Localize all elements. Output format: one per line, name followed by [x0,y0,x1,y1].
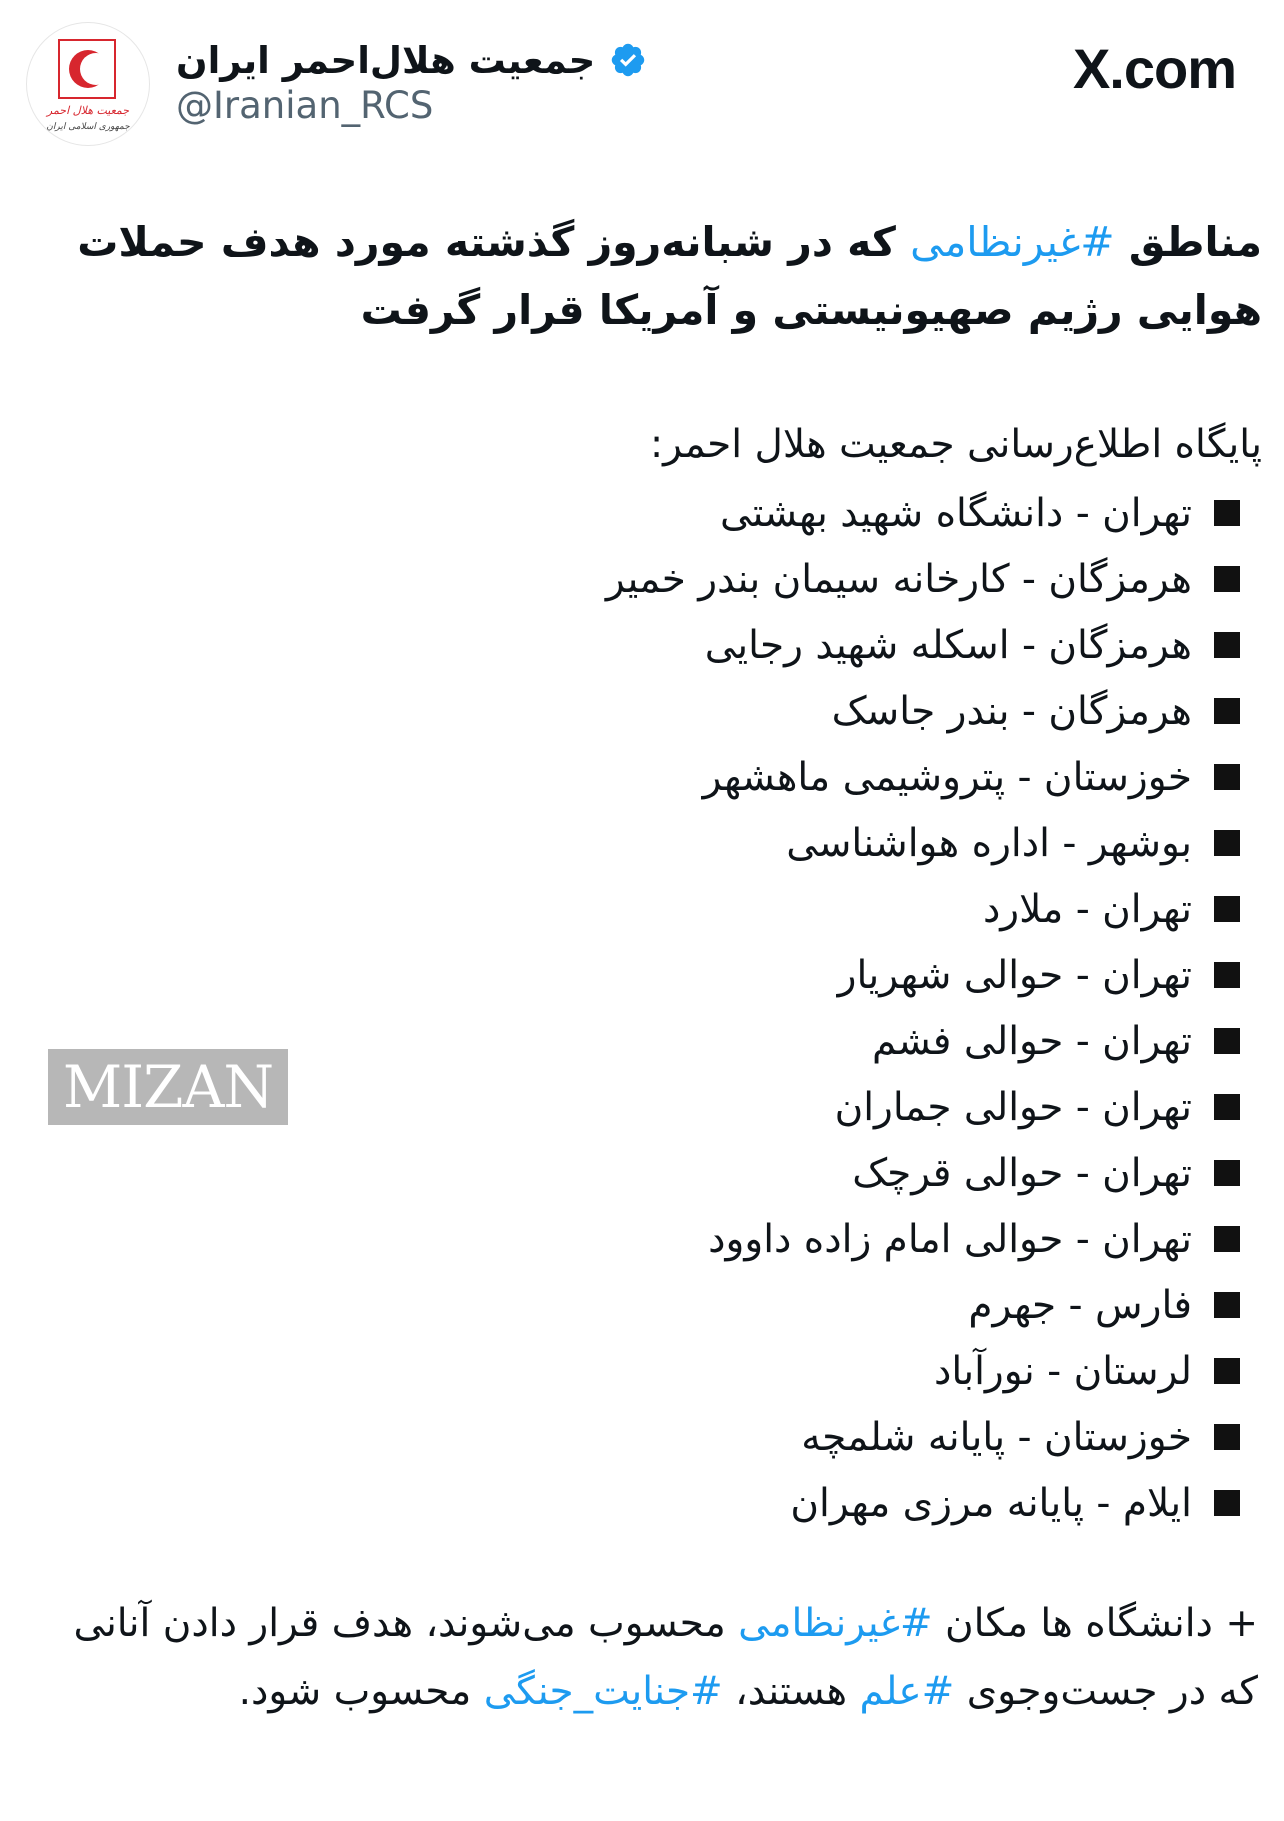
source-line: پایگاه اطلاع‌رسانی جمعیت هلال احمر: [649,422,1262,467]
list-item [606,546,1240,612]
square-bullet-icon [1214,1094,1240,1120]
hashtag-link[interactable]: #غیرنظامی [910,218,1115,266]
crescent-icon [69,50,107,88]
footer-text-1: + دانشگاه ها مکان [932,1601,1258,1646]
square-bullet-icon [1214,1226,1240,1252]
verified-badge-icon [609,41,647,79]
list-item-label: هرمزگان - بندر جاسک [831,688,1192,734]
location-list [606,480,1240,1536]
list-item [606,1074,1240,1140]
square-bullet-icon [1214,500,1240,526]
site-logo [1073,36,1236,101]
footer-text-3: هستند، [722,1669,860,1714]
tweet-footer-note [43,1590,1258,1726]
list-item-label: تهران - حوالی امام زاده داوود [708,1216,1192,1262]
square-bullet-icon [1214,1160,1240,1186]
list-item-label: ایلام - پایانه مرزی مهران [790,1480,1192,1526]
square-bullet-icon [1214,764,1240,790]
list-item [606,480,1240,546]
square-bullet-icon [1214,566,1240,592]
list-item [606,1470,1240,1536]
list-item [606,744,1240,810]
list-item-label: خوزستان - پایانه شلمچه [801,1414,1192,1460]
watermark-logo [48,1049,288,1125]
list-item-label: تهران - ملارد [982,886,1192,932]
tweet-headline [22,208,1262,344]
square-bullet-icon [1214,1490,1240,1516]
list-item [606,810,1240,876]
square-bullet-icon [1214,1292,1240,1318]
watermark-text: MIZAN [62,1053,274,1121]
list-item [606,1338,1240,1404]
avatar-logo-subtext: جمهوری اسلامی ایران [46,122,130,132]
footer-text-2: محسوب می‌شوند، هدف قرار دادن آنانی که در جست‌وجوی [73,1601,1258,1714]
list-item-label: بوشهر - اداره هواشناسی [786,820,1192,866]
headline-text-end: که در شبانه‌روز گذشته مورد هدف حملات هوایی رژیم صهیونیستی و آمریکا قرار گرفت [77,218,1262,334]
list-item-label: تهران - حوالی فشم [872,1018,1192,1064]
square-bullet-icon [1214,962,1240,988]
list-item [606,1008,1240,1074]
list-item [606,876,1240,942]
list-item [606,612,1240,678]
square-bullet-icon [1214,1028,1240,1054]
list-item-label: خوزستان - پتروشیمی ماهشهر [702,754,1192,800]
red-crescent-logo [58,39,116,99]
account-name-row [176,30,647,90]
hashtag-link[interactable]: #غیرنظامی [738,1601,933,1646]
square-bullet-icon [1214,698,1240,724]
footer-text-4: محسوب شود. [238,1669,484,1714]
list-item-label: فارس - جهرم [968,1282,1192,1328]
site-name: X.com [1072,37,1236,100]
list-item-label: تهران - حوالی جماران [834,1084,1192,1130]
avatar-logo-text: جمعیت هلال احمر [46,104,130,117]
square-bullet-icon [1214,1424,1240,1450]
square-bullet-icon [1214,830,1240,856]
display-name[interactable]: جمعیت هلال‌احمر ایران [176,38,596,82]
account-handle[interactable]: @Iranian_RCS [176,84,434,127]
hashtag-link[interactable]: #جنایت_جنگی [483,1669,723,1714]
list-item [606,1206,1240,1272]
list-item-label: تهران - حوالی شهریار [837,952,1192,998]
list-item-label: تهران - حوالی قرچک [852,1150,1192,1196]
avatar[interactable] [26,22,150,146]
headline-text-start: مناطق [1114,218,1262,266]
list-item [606,1404,1240,1470]
hashtag-link[interactable]: #علم [859,1669,955,1714]
square-bullet-icon [1214,896,1240,922]
list-item [606,1272,1240,1338]
list-item-label: هرمزگان - کارخانه سیمان بندر خمیر [605,556,1192,602]
list-item-label: تهران - دانشگاه شهید بهشتی [720,490,1192,536]
square-bullet-icon [1214,1358,1240,1384]
list-item-label: هرمزگان - اسکله شهید رجایی [704,622,1192,668]
list-item-label: لرستان - نورآباد [933,1348,1192,1394]
list-item [606,678,1240,744]
list-item [606,942,1240,1008]
list-item [606,1140,1240,1206]
square-bullet-icon [1214,632,1240,658]
